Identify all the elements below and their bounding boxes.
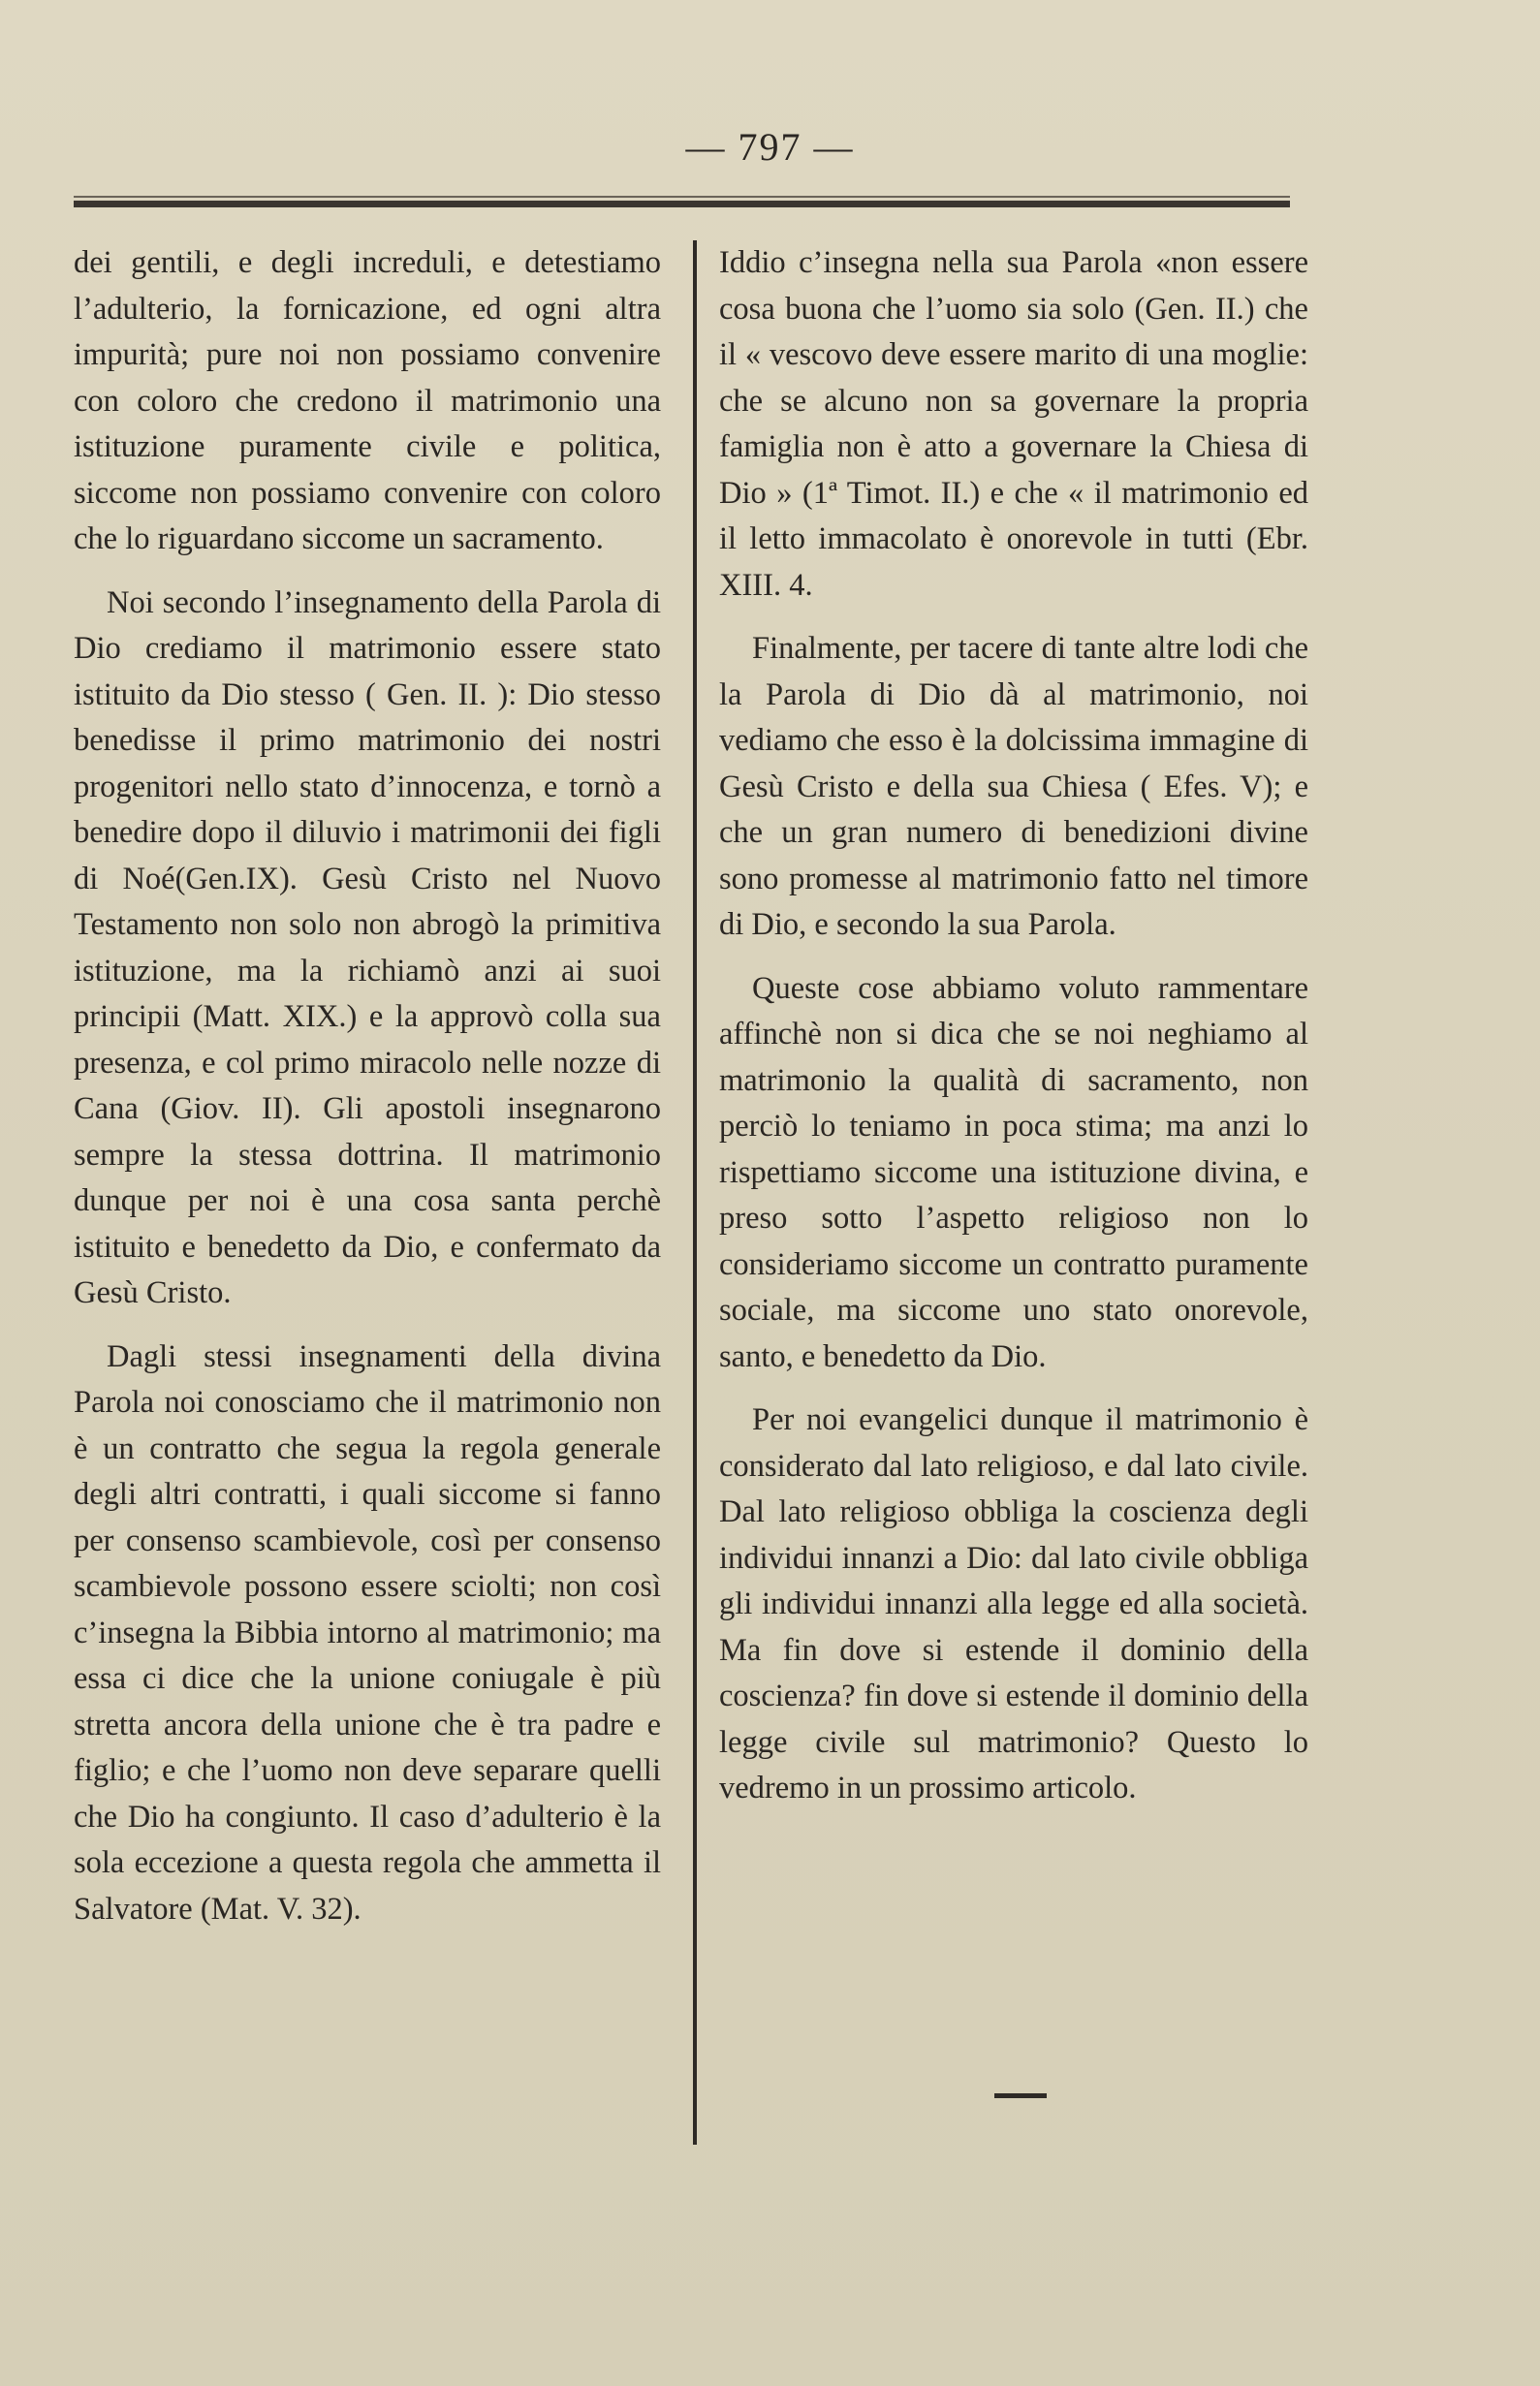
paragraph: Queste cose abbiamo voluto rammentare affinchè non si dica che se noi neghiamo al matrimonio la qualità di sacramento, non perciò lo teniamo in poca stima; ma anzi lo rispettiamo siccome una istituzione divina, e preso sotto l’aspetto religioso non lo consideriamo siccome un contratto puramente sociale, ma siccome uno stato onorevole, santo, e benedetto da Dio. [719,970,1308,1374]
paragraph: Per noi evangelici dunque il matrimonio è considerato dal lato religioso, e dal lato civile. Dal lato religioso obbliga la coscienza degli individui innanzi a Dio: dal lato civile obbliga gli individui innanzi alla legge ed alla società. Ma fin dove si estende il dominio della coscienza? fin dove si estende il dominio della legge civile sul matrimonio? Questo lo vedremo in un prossimo articolo. [719,1402,1308,1805]
end-of-article-mark [994,2093,1047,2098]
header-rule [74,201,1290,207]
paragraph: Noi secondo l’insegnamento della Parola di Dio crediamo il matrimonio essere stato istituito da Dio stesso ( Gen. II. ): Dio stesso benedisse il primo matrimonio dei nostri progenitori nello stato d’innocenza, e tornò a benedire dopo il diluvio i matrimonii dei figli di Noé(Gen.IX). Gesù Cristo nel Nuovo Testamento non solo non abrogò la primitiva istituzione, ma la richiamò anzi ai suoi principii (Matt. XIX.) e la approvò colla sua presenza, e col primo miracolo nelle nozze di Cana (Giov. II). Gli apostoli insegnarono sempre la stessa dottrina. Il matrimonio dunque per noi è una cosa santa perchè istituito e benedetto da Dio, e confermato da Gesù Cristo. [74,584,661,1310]
page-number: — 797 — [685,125,855,169]
paragraph: Finalmente, per tacere di tante altre lodi che la Parola di Dio dà al matrimonio, noi vediamo che esso è la dolcissima immagine di Gesù Cristo e della sua Chiesa ( Efes. V); e che un gran numero di benedizioni divine sono promesse al matrimonio fatto nel timore di Dio, e secondo la sua Parola. [719,631,1308,942]
paragraph: dei gentili, e degli increduli, e detestiamo l’adulterio, la fornicazione, ed ogni altra impurità; pure noi non possiamo convenire con coloro che credono il matrimonio una istituzione puramente civile e politica, siccome non possiamo convenire con coloro che lo riguardano siccome un sacramento. [74,245,661,556]
paragraph: Dagli stessi insegnamenti della divina Parola noi conosciamo che il matrimonio non è un contratto che segua la regola generale degli altri contratti, i quali siccome si fanno per consenso scambievole, così per consenso scambievole possono essere sciolti; non così c’insegna la Bibbia intorno al matrimonio; ma essa ci dice che la unione coniugale è più stretta ancora della unione che è tra padre e figlio; e che l’uomo non deve separare quelli che Dio ha congiunto. Il caso d’adulterio è la sola eccezione a questa regola che ammetta il Salvatore (Mat. V. 32). [74,1338,661,1927]
column-divider [693,240,697,2145]
left-column [74,240,661,1950]
paragraph: Iddio c’insegna nella sua Parola «non essere cosa buona che l’uomo sia solo (Gen. II.) che il « vescovo deve essere marito di una moglie: che se alcuno non sa governare la propria famiglia non è atto a governare la Chiesa di Dio » (1ª Timot. II.) e che « il matrimonio ed il letto immacolato è onorevole in tutti (Ebr. XIII. 4. [719,245,1308,603]
right-column [719,240,1308,1830]
